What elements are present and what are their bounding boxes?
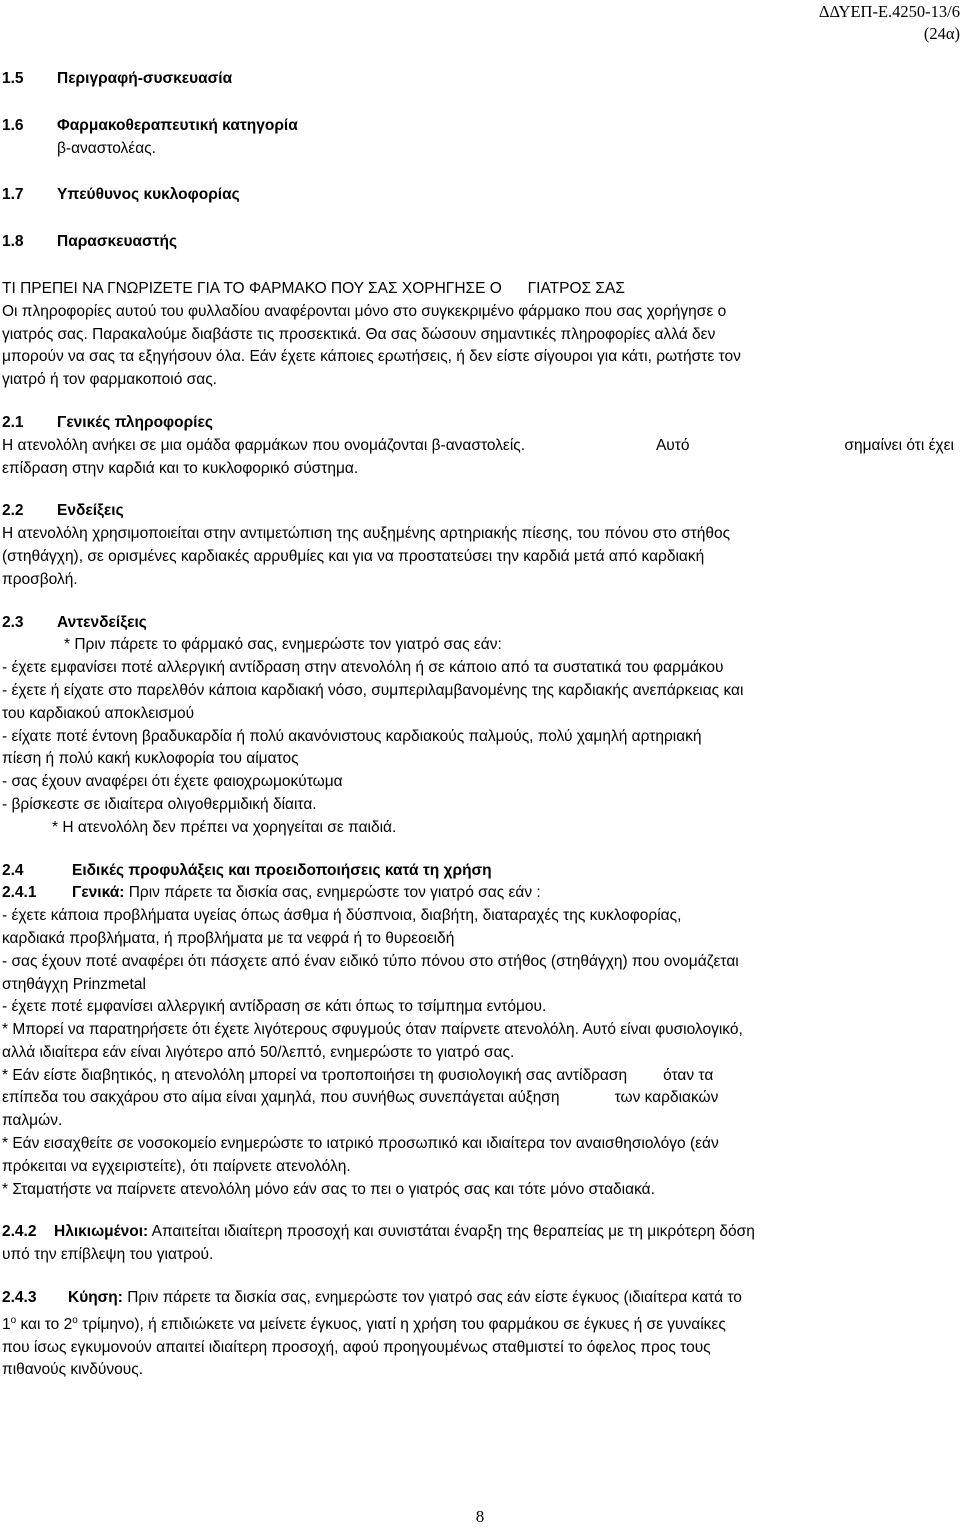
intro-line: μπορούν να σας τα εξηγήσουν όλα. Εάν έχετε κάποιες ερωτήσεις, ή δεν είστε σίγουροι για κάτι, ρωτήστε τον	[2, 348, 741, 366]
section-number: 2.4.1	[2, 884, 37, 902]
text-segment: επίπεδα του σακχάρου στο αίμα είναι χαμηλά, που συνήθως συνεπάγεται αύξηση	[2, 1089, 560, 1107]
section-1-5	[2, 68, 954, 91]
section-1-8	[2, 231, 954, 254]
subsection-label: Γενικά:	[72, 884, 125, 902]
paragraph-line: Η ατενολόλη χρησιμοποιείται στην αντιμετώπιση της αυξημένης αρτηριακής πίεσης, του πόνου στο στήθος	[2, 525, 731, 543]
section-number: 1.5	[2, 70, 24, 87]
list-item: - σας έχουν ποτέ αναφέρει ότι πάσχετε από έναν ειδικό τύπο πόνου στο στήθος (στηθάγχη) που ονομάζεται	[2, 952, 739, 970]
intro-line: γιατρός σας. Παρακαλούμε διαβάστε τις προσεκτικά. Θα σας δώσουν σημαντικές πληροφορίες αλλά δεν	[2, 325, 716, 343]
paragraph-line: * Πριν πάρετε το φάρμακό σας, ενημερώστε τον γιατρό σας εάν:	[64, 636, 502, 654]
section-number: 1.8	[2, 233, 24, 251]
list-item: στηθάγχη Prinzmetal	[2, 975, 146, 993]
paragraph-line: που ίσως εγκυμονούν απαιτεί ιδιαίτερη προσοχή, αφού προηγουμένως σταθμιστεί το όφελος προς τους	[2, 1338, 711, 1356]
ordinal-suffix: ο	[10, 1314, 17, 1326]
section-number: 2.4	[2, 861, 24, 879]
paragraph-line: υπό την επίβλεψη του γιατρού.	[2, 1246, 214, 1264]
paragraph-line: * Η ατενολόλη δεν πρέπει να χορηγείται σε παιδιά.	[52, 818, 397, 836]
text-segment: * Εάν είστε διαβητικός, η ατενολόλη μπορεί να τροποποιήσει τη φυσιολογική σας αντίδραση	[2, 1066, 628, 1084]
text-segment: των καρδιακών	[614, 1089, 719, 1107]
list-item: πίεση ή πολύ κακή κυκλοφορία του αίματος	[2, 750, 299, 768]
text-segment: Πριν πάρετε τα δισκία σας, ενημερώστε τον γιατρό σας εάν :	[124, 884, 541, 902]
list-item: - σας έχουν αναφέρει ότι έχετε φαιοχρωμοκύτωμα	[2, 773, 343, 791]
paragraph-line: * Σταματήστε να παίρνετε ατενολόλη μόνο εάν σας το πει ο γιατρός σας και τότε μόνο σταδιακά.	[2, 1180, 655, 1198]
subsection-2-4-1	[2, 882, 954, 905]
text-segment: 1	[2, 1315, 11, 1333]
section-number: 1.6	[2, 116, 24, 134]
text-segment: Απαιτείται ιδιαίτερη προσοχή και συνιστάται έναρξη της θεραπείας με τη μικρότερη δόση	[148, 1223, 755, 1241]
subsection-label: Κύηση:	[68, 1289, 123, 1307]
list-item: αλλά ιδιαίτερα εάν είναι λιγότερο από 50/λεπτό, ενημερώστε το γιατρό σας.	[2, 1043, 515, 1061]
text-segment: Η ατενολόλη ανήκει σε μια ομάδα φαρμάκων που ονομάζονται β-αναστολείς.	[2, 436, 526, 454]
section-number: 2.4.3	[2, 1289, 37, 1307]
paragraph-line: προσβολή.	[2, 570, 78, 588]
section-2-4	[2, 860, 954, 883]
reference-subcode: (24α)	[923, 24, 960, 43]
section-number: 1.7	[2, 186, 24, 204]
list-item: καρδιακά προβλήματα, ή προβλήματα με τα νεφρά ή το θυρεοειδή	[2, 929, 455, 947]
paragraph-line: πρόκειται να εγχειριστείτε), ότι παίρνετε ατενολόλη.	[2, 1157, 351, 1175]
page-number: 8	[475, 1507, 485, 1526]
document-reference	[819, 1, 960, 45]
subsection-label: Ηλικιωμένοι:	[54, 1223, 149, 1241]
paragraph-line	[2, 1065, 954, 1088]
paragraph-line: * Εάν εισαχθείτε σε νοσοκομείο ενημερώστε το ιατρικό προσωπικό και ιδιαίτερα τον αναισθησιολόγο (εάν	[2, 1135, 719, 1153]
section-1-6-text: β-αναστολέας.	[57, 139, 156, 157]
text-segment: και το 2	[16, 1315, 73, 1333]
paragraph-line	[2, 1314, 954, 1337]
list-item: - έχετε εμφανίσει ποτέ αλλεργική αντίδραση στην ατενολόλη ή σε κάποιο από τα συστατικά του φαρμάκου	[2, 659, 724, 677]
intro-line: γιατρό ή τον φαρμακοποιό σας.	[2, 371, 217, 389]
list-item: - έχετε ποτέ εμφανίσει αλλεργική αντίδραση σε κάτι όπως το τσίμπημα εντόμου.	[2, 998, 547, 1016]
section-number: 2.4.2	[2, 1223, 37, 1241]
list-item: - είχατε ποτέ έντονη βραδυκαρδία ή πολύ ακανόνιστους καρδιακούς παλμούς, πολύ χαμηλή αρτηριακή	[2, 727, 702, 745]
section-number: 2.1	[2, 413, 24, 431]
section-title: Φαρμακοθεραπευτική κατηγορία	[57, 116, 298, 134]
section-title: Αντενδείξεις	[57, 613, 147, 631]
section-2-3	[2, 612, 954, 635]
paragraph-line: (στηθάγχη), σε ορισμένες καρδιακές αρρυθμίες και για να προστατεύσει την καρδιά μετά από καρδιακή	[2, 547, 705, 565]
list-item: - έχετε ή είχατε στο παρελθόν κάποια καρδιακή νόσο, συμπεριλαμβανομένης της καρδιακής ανεπάρκειας και	[2, 681, 744, 699]
paragraph-line	[2, 1087, 954, 1110]
text-segment: τρίμηνο), ή επιδιώκετε να μείνετε έγκυος, γιατί η χρήση του φαρμάκου σε έγκυες ή σε γυναίκες	[77, 1315, 726, 1333]
document-body	[2, 68, 954, 1382]
section-2-2	[2, 500, 954, 523]
intro-heading: ΤΙ ΠΡΕΠΕΙ ΝΑ ΓΝΩΡΙΖΕΤΕ ΓΙΑ ΤΟ ΦΑΡΜΑΚΟ ΠΟΥ ΣΑΣ ΧΟΡΗΓΗΣΕ Ο ΓΙΑΤΡΟΣ ΣΑΣ	[2, 279, 625, 297]
list-item: * Μπορεί να παρατηρήσετε ότι έχετε λιγότερους σφυγμούς όταν παίρνετε ατενολόλη. Αυτό είναι φυσιολογικό,	[2, 1021, 743, 1039]
list-item: - έχετε κάποια προβλήματα υγείας όπως άσθμα ή δύσπνοια, διαβήτη, διαταραχές της κυκλοφορίας,	[2, 907, 682, 925]
section-title: Ενδείξεις	[57, 502, 124, 520]
list-item: του καρδιακού αποκλεισμού	[2, 704, 195, 722]
list-item: - βρίσκεστε σε ιδιαίτερα ολιγοθερμιδική δίαιτα.	[2, 795, 317, 813]
subsection-2-4-2	[2, 1221, 954, 1244]
section-title: Υπεύθυνος κυκλοφορίας	[57, 186, 240, 204]
section-1-6	[2, 115, 954, 138]
section-title: Παρασκευαστής	[57, 233, 178, 251]
ordinal-suffix: ο	[72, 1314, 78, 1326]
paragraph-line: παλμών.	[2, 1112, 63, 1130]
section-number: 2.2	[2, 502, 24, 520]
text-segment: Αυτό	[655, 436, 690, 454]
paragraph-line	[2, 435, 954, 458]
section-title: Ειδικές προφυλάξεις και προειδοποιήσεις κατά τη χρήση	[72, 861, 492, 879]
paragraph-line: επίδραση στην καρδιά και το κυκλοφορικό σύστημα.	[2, 459, 359, 477]
intro-line: Οι πληροφορίες αυτού του φυλλαδίου αναφέρονται μόνο στο συγκεκριμένο φάρμακο που σας χορήγησε ο	[2, 302, 727, 320]
section-2-1	[2, 412, 954, 435]
text-segment: Πριν πάρετε τα δισκία σας, ενημερώστε τον γιατρό σας εάν είστε έγκυος (ιδιαίτερα κατά το	[122, 1289, 742, 1307]
paragraph-line: πιθανούς κινδύνους.	[2, 1361, 144, 1379]
text-segment: σημαίνει ότι έχει	[844, 436, 954, 454]
section-title: Περιγραφή-συσκευασία	[57, 70, 233, 87]
text-segment: όταν τα	[663, 1066, 714, 1084]
section-title: Γενικές πληροφορίες	[57, 413, 213, 431]
subsection-2-4-3	[2, 1287, 954, 1310]
section-1-7	[2, 184, 954, 207]
section-number: 2.3	[2, 613, 24, 631]
reference-code: ΔΔΥΕΠ-Ε.4250-13/6	[818, 2, 960, 21]
